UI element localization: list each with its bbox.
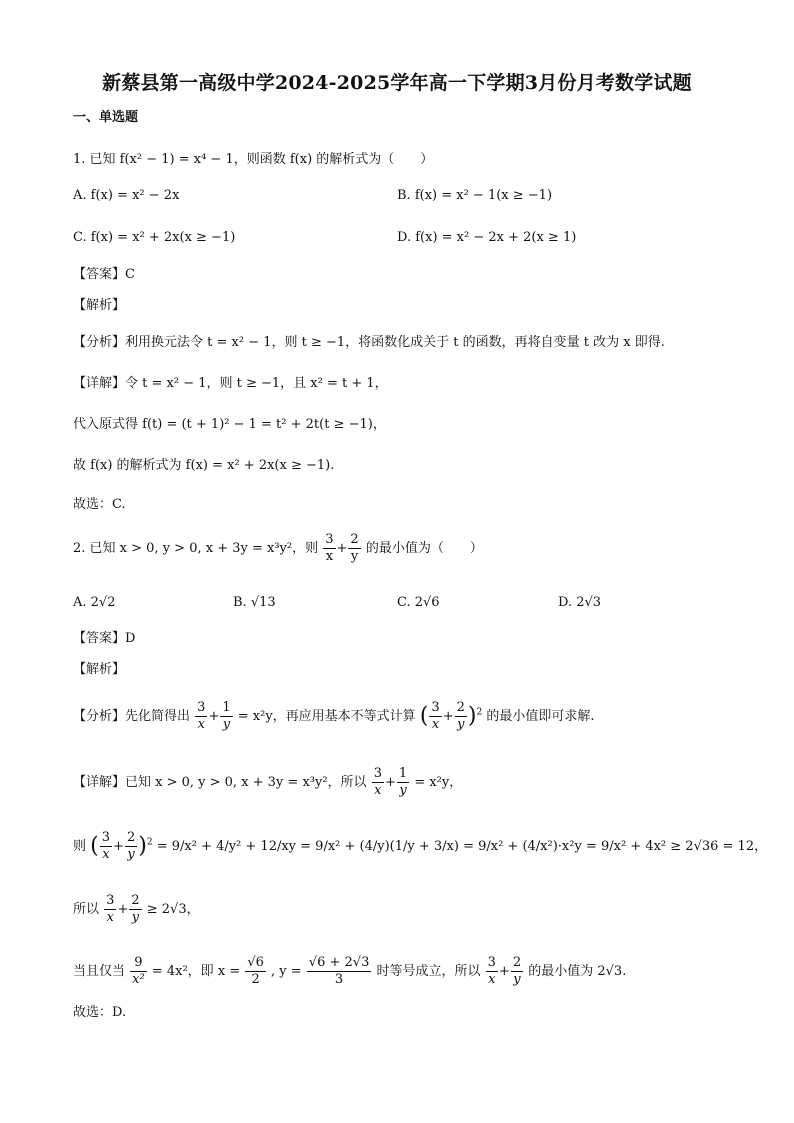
- q2-step1: 则 ( $\frac{3}{x}$ + $\frac{2}{y}$ )$^2$ = 9/x² + 4/y² + 12/xy = 9/x² + (4/y)(1/y + 3/x) = 9/x² + (4/x²)·x²y = 9/x² + 4x² ≥ 2√36 = 12，: [73, 830, 768, 862]
- fraction: $\frac{2}{y}$: [350, 532, 359, 564]
- q2-step3: 当且仅当 $\frac{9}{\text{x²}}$ = 4x²，即 x = $\frac{√6}{2}$ , y = $\frac{√6 + 2√3}{3}$ 时等号成立，所以 $\frac{3}{x}$ + $\frac{2}{y}$ 的最小值为 2√3.: [73, 955, 627, 987]
- fraction: $\frac{3}{x}$: [101, 830, 111, 862]
- page-title: 新蔡县第一高级中学2024-2025学年高一下学期3月份月考数学试题: [102, 72, 692, 94]
- q1-option-d: D. f(x) = x² − 2x + 2(x ≥ 1): [397, 230, 577, 245]
- section-heading: 一、单选题: [73, 110, 139, 125]
- fraction: $\frac{3}{x}$: [487, 955, 496, 987]
- q2-option-a: A. 2√2: [73, 595, 116, 610]
- q2-choose: 故选：D.: [73, 1005, 127, 1020]
- q2-option-b: B. √13: [233, 595, 276, 610]
- q1-step1: 代入原式得 f(t) = (t + 1)² − 1 = t² + 2t(t ≥ −1)，: [73, 417, 386, 432]
- fraction: $\frac{1}{y}$: [398, 766, 408, 798]
- q1-option-c: C. f(x) = x² + 2x(x ≥ −1): [73, 230, 236, 245]
- fraction: $\frac{√6}{2}$: [247, 955, 264, 987]
- fraction: $\frac{√6 + 2√3}{3}$: [308, 955, 370, 987]
- q2-stem: 2. 已知 x > 0, y > 0, x + 3y = x³y²，则 $\frac{3}{x}$ + $\frac{2}{y}$ 的最小值为（ ）: [73, 532, 483, 564]
- q2-step2: 所以 $\frac{3}{x}$ + $\frac{2}{y}$ ≥ 2√3，: [73, 893, 200, 925]
- q1-option-a: A. f(x) = x² − 2x: [73, 188, 180, 203]
- q1-answer: 【答案】C: [73, 267, 135, 282]
- q1-choose: 故选：C.: [73, 497, 126, 512]
- q2-analysis-tag: 【解析】: [73, 662, 126, 677]
- q1-option-b: B. f(x) = x² − 1(x ≥ −1): [397, 188, 553, 203]
- fraction: $\frac{2}{y}$: [456, 700, 465, 732]
- q1-stem: 1. 已知 f(x² − 1) = x⁴ − 1，则函数 f(x) 的解析式为（ ）: [73, 152, 434, 167]
- q2-fenxi: 【分析】先化简得出 $\frac{3}{x}$ + $\frac{1}{y}$ = x²y，再应用基本不等式计算 ( $\frac{3}{x}$ + $\frac{2}{y}$ )$^2$ 的最小值即可求解.: [73, 700, 595, 732]
- fraction: $\frac{2}{y}$: [126, 830, 136, 862]
- q2-option-d: D. 2√3: [558, 595, 602, 610]
- fraction: $\frac{3}{x}$: [325, 532, 334, 564]
- q1-step2: 故 f(x) 的解析式为 f(x) = x² + 2x(x ≥ −1).: [73, 458, 335, 473]
- q2-stem-post: 的最小值为（ ）: [365, 541, 483, 556]
- fraction: $\frac{3}{x}$: [431, 700, 440, 732]
- fraction: $\frac{2}{y}$: [131, 893, 140, 925]
- q1-analysis-tag: 【解析】: [73, 298, 126, 313]
- q2-xiangjie: 【详解】已知 x > 0, y > 0, x + 3y = x³y²，所以 $\frac{3}{x}$ + $\frac{1}{y}$ = x²y，: [73, 766, 463, 798]
- q1-xiangjie: 【详解】令 t = x² − 1，则 t ≥ −1，且 x² = t + 1，: [73, 376, 388, 391]
- fraction: $\frac{2}{y}$: [512, 955, 522, 987]
- fraction: $\frac{1}{y}$: [222, 700, 231, 732]
- fraction: $\frac{9}{\text{x²}}$: [132, 955, 145, 987]
- q2-option-c: C. 2√6: [397, 595, 440, 610]
- q2-answer: 【答案】D: [73, 631, 136, 646]
- q2-stem-pre: 2. 已知 x > 0, y > 0, x + 3y = x³y²，则: [73, 541, 319, 556]
- fraction: $\frac{3}{x}$: [106, 893, 115, 925]
- fraction: $\frac{3}{x}$: [197, 700, 206, 732]
- q1-fenxi: 【分析】利用换元法令 t = x² − 1，则 t ≥ −1，将函数化成关于 t 的函数，再将自变量 t 改为 x 即得.: [73, 335, 665, 350]
- fraction: $\frac{3}{x}$: [373, 766, 382, 798]
